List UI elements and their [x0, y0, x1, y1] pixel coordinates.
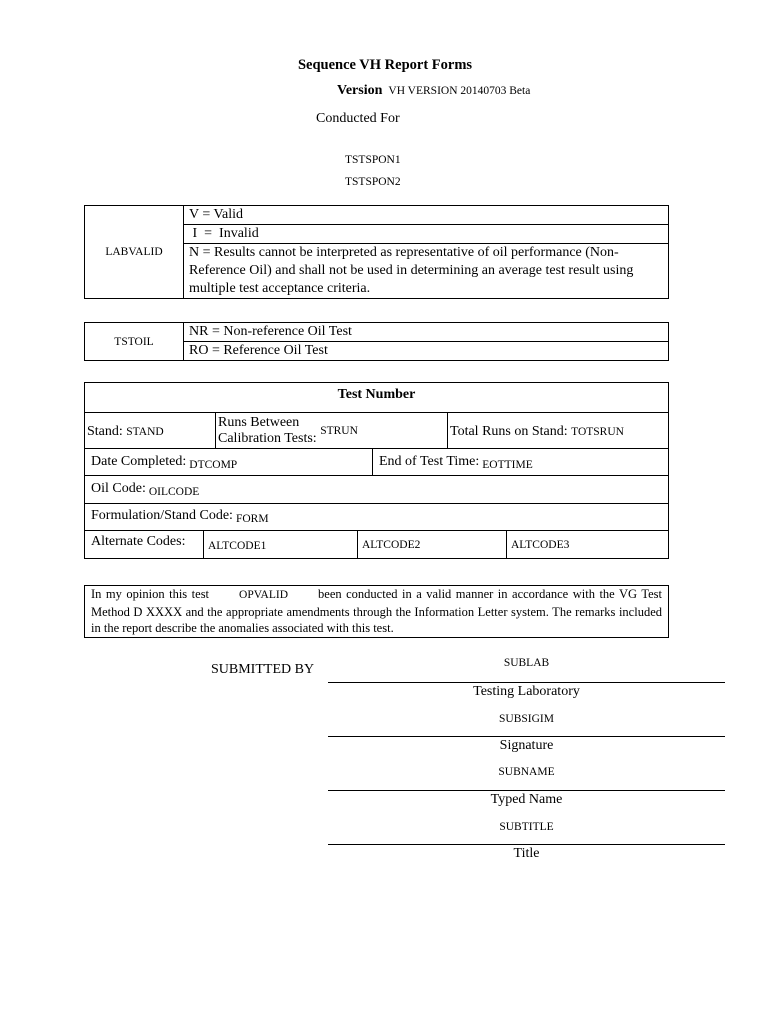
stand-value: STAND	[126, 426, 164, 438]
test-number-heading: Test Number	[337, 387, 416, 402]
total-runs-cell	[447, 413, 668, 448]
signature-line	[328, 736, 725, 737]
runs-between-cell	[215, 413, 447, 448]
sponsor-2: TSTSPON2	[345, 176, 401, 188]
alt-code-2-value: ALTCODE2	[362, 539, 421, 551]
formulation-label: Formulation/Stand Code:	[91, 508, 233, 523]
runs-between-label-1: Runs Between	[218, 415, 300, 430]
labvalid-row-nonref: N = Results cannot be interpreted as representative of oil performance (Non-Reference Oil) and shall not be used in determining an average test result using multiple test acceptance criteria.	[184, 244, 669, 299]
opinion-text-1: In my opinion this test	[91, 587, 210, 601]
labvalid-row-valid: V = Valid	[184, 206, 669, 225]
version-label: Version	[337, 83, 383, 98]
end-of-test-cell	[372, 449, 668, 475]
subtitle-value: SUBTITLE	[499, 821, 554, 833]
typed-name-label: Typed Name	[490, 792, 563, 807]
alt-code-3	[506, 531, 668, 558]
runs-between-label-2: Calibration Tests:	[218, 431, 317, 446]
date-completed-label: Date Completed:	[91, 454, 187, 469]
submitted-by-label: SUBMITTED BY	[211, 662, 315, 677]
stand-cell	[85, 413, 215, 448]
report-title: Sequence VH Report Forms	[297, 57, 473, 73]
test-info-box	[84, 382, 669, 559]
signature-label: Signature	[499, 738, 554, 753]
total-runs-label: Total Runs on Stand:	[450, 424, 568, 439]
formulation-value: FORM	[235, 513, 269, 525]
oil-code-value: OILCODE	[148, 486, 200, 498]
subname-value: SUBNAME	[498, 766, 555, 778]
formulation-row	[85, 503, 668, 530]
alt-code-1-value: ALTCODE1	[208, 540, 267, 552]
opinion-statement	[84, 585, 669, 638]
oil-code-row	[85, 475, 668, 503]
runs-between-label-line-2	[218, 425, 447, 447]
sublab-line	[328, 682, 725, 683]
sublab-value: SUBLAB	[503, 657, 550, 669]
date-row	[85, 448, 668, 475]
alt-code-1	[203, 531, 357, 558]
opinion-text-2: been conducted in a valid manner in accordance with the VG Test Method D XXXX and the appropriate amendments through the Information Letter system. The remarks included in the report describe the anomalies associated with this test.	[91, 587, 662, 635]
alt-code-3-value: ALTCODE3	[511, 539, 570, 551]
date-completed-value: DTCOMP	[189, 459, 238, 471]
version-line	[337, 83, 530, 99]
oil-code-label: Oil Code:	[91, 481, 146, 496]
typed-name-line	[328, 790, 725, 791]
testing-laboratory-label: Testing Laboratory	[473, 684, 580, 699]
stand-row	[85, 412, 668, 448]
tstoil-row-nr: NR = Non-reference Oil Test	[184, 323, 669, 342]
test-number-row	[85, 383, 668, 412]
stand-label: Stand:	[87, 424, 123, 439]
labvalid-key: LABVALID	[85, 206, 184, 299]
title-line	[328, 844, 725, 845]
opinion-value: OPVALID	[239, 589, 289, 601]
tstoil-table	[84, 322, 669, 361]
conducted-for-label: Conducted For	[316, 111, 400, 126]
labvalid-row-invalid: I = Invalid	[184, 225, 669, 244]
runs-between-value: STRUN	[320, 425, 358, 437]
eot-value: EOTTIME	[482, 459, 533, 471]
tstoil-key: TSTOIL	[85, 323, 184, 361]
alt-code-2	[357, 531, 506, 558]
date-completed-cell	[85, 449, 372, 475]
labvalid-table	[84, 205, 669, 299]
title-label: Title	[513, 846, 540, 861]
eot-label: End of Test Time:	[379, 454, 480, 469]
sponsor-1: TSTSPON1	[345, 154, 401, 166]
tstoil-row-ro: RO = Reference Oil Test	[184, 342, 669, 361]
version-value: VH VERSION 20140703 Beta	[388, 85, 531, 97]
total-runs-value: TOTSRUN	[571, 426, 624, 438]
alternate-codes-label: Alternate Codes:	[91, 534, 186, 549]
subsigim-value: SUBSIGIM	[499, 713, 554, 725]
alternate-codes-row	[85, 530, 668, 558]
